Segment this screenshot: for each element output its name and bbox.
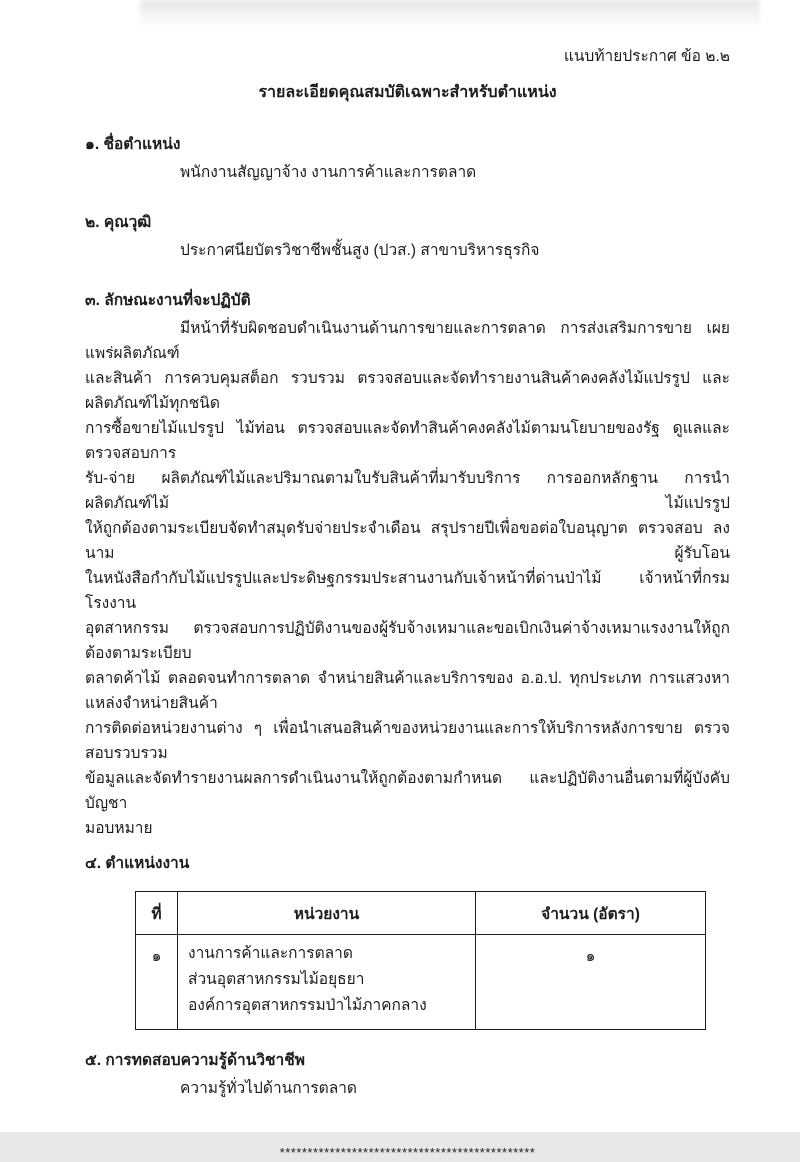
job-description-paragraph [85, 316, 730, 841]
table-header-row [136, 892, 706, 935]
row-number: ๑ [136, 935, 178, 1030]
separator-asterisks: ********************************************** [279, 1145, 536, 1160]
job-description-line: มอบหมาย [85, 820, 153, 837]
job-description-line: รับ-จ่าย ผลิตภัณฑ์ไม้และปริมาณตามใบรับสินค้าที่มารับบริการ การออกหลักฐาน การนำผลิตภัณฑ์ไม้ ไม้แปรรูป [85, 470, 730, 512]
scan-artifact [140, 0, 760, 34]
header-note: แนบท้ายประกาศ ข้อ ๒.๒ [563, 48, 730, 65]
unit-line: งานการค้าและการตลาด [188, 945, 353, 962]
unit-line: องค์การอุตสาหกรรมป่าไม้ภาคกลาง [188, 997, 427, 1014]
job-description-line: ตลาดค้าไม้ ตลอดจนทำการตลาด จำหน่ายสินค้าและบริการของ อ.อ.ป. ทุกประเภท การแสวงหาแหล่งจำหน่ายสินค้า [85, 670, 730, 712]
job-description-line: มีหน้าที่รับผิดชอบดำเนินงานด้านการขายและการตลาด การส่งเสริมการขาย เผยแพร่ผลิตภัณฑ์ [85, 320, 730, 362]
job-description-line: การติดต่อหน่วยงานต่าง ๆ เพื่อนำเสนอสินค้าของหน่วยงานและการให้บริการหลังการขาย ตรวจสอบรวบรวม [85, 720, 730, 762]
job-description-line: ข้อมูลและจัดทำรายงานผลการดำเนินงานให้ถูกต้องตามกำหนด และปฏิบัติงานอื่นตามที่ผู้บังคับบัญชา [85, 770, 730, 812]
test-subject: ความรู้ทั่วไปด้านการตลาด [180, 1080, 357, 1097]
unit-line: ส่วนอุตสาหกรรมไม้อยุธยา [188, 971, 365, 988]
table-row [136, 935, 706, 1030]
section-4-heading: ๔. ตำแหน่งงาน [85, 855, 190, 872]
section-2-heading: ๒. คุณวุฒิ [85, 214, 152, 231]
section-5-heading: ๕. การทดสอบความรู้ด้านวิชาชีพ [85, 1052, 305, 1069]
page-title: รายละเอียดคุณสมบัติเฉพาะสำหรับตำแหน่ง [258, 84, 557, 101]
section-1-heading: ๑. ชื่อตำแหน่ง [85, 136, 181, 153]
job-description-line: การซื้อขายไม้แปรรูป ไม้ท่อน ตรวจสอบและจัดทำสินค้าคงคลังไม้ตามนโยบายของรัฐ ดูแลและตรวจสอบการ [85, 420, 730, 462]
job-description-line: ให้ถูกต้องตามระเบียบจัดทำสมุดรับจ่ายประจำเดือน สรุปรายปีเพื่อขอต่อใบอนุญาต ตรวจสอบ ลงนาม ผู้รับโอน [85, 520, 730, 562]
table-header-unit: หน่วยงาน [178, 892, 476, 935]
job-description-line: ในหนังสือกำกับไม้แปรรูปและประดิษฐกรรมประสานงานกับเจ้าหน้าที่ด่านป่าไม้ เจ้าหน้าที่กรมโรงงาน [85, 570, 730, 612]
row-unit [178, 935, 476, 1030]
job-description-line: อุตสาหกรรม ตรวจสอบการปฏิบัติงานของผู้รับจ้างเหมาและขอเบิกเงินค่าจ้างเหมาแรงงานให้ถูกต้องตามระเบียบ [85, 620, 730, 662]
section-3-heading: ๓. ลักษณะงานที่จะปฏิบัติ [85, 292, 251, 309]
row-count: ๑ [476, 935, 706, 1030]
position-name: พนักงานสัญญาจ้าง งานการค้าและการตลาด [180, 164, 477, 181]
qualification: ประกาศนียบัตรวิชาชีพชั้นสูง (ปวส.) สาขาบริหารธุรกิจ [180, 242, 540, 259]
positions-table [135, 891, 706, 1030]
table-header-no: ที่ [136, 892, 178, 935]
table-header-count: จำนวน (อัตรา) [476, 892, 706, 935]
job-description-line: และสินค้า การควบคุมสต็อก รวบรวม ตรวจสอบและจัดทำรายงานสินค้าคงคลังไม้แปรรูป และผลิตภัณฑ์ไม้ทุกชนิด [85, 370, 730, 412]
